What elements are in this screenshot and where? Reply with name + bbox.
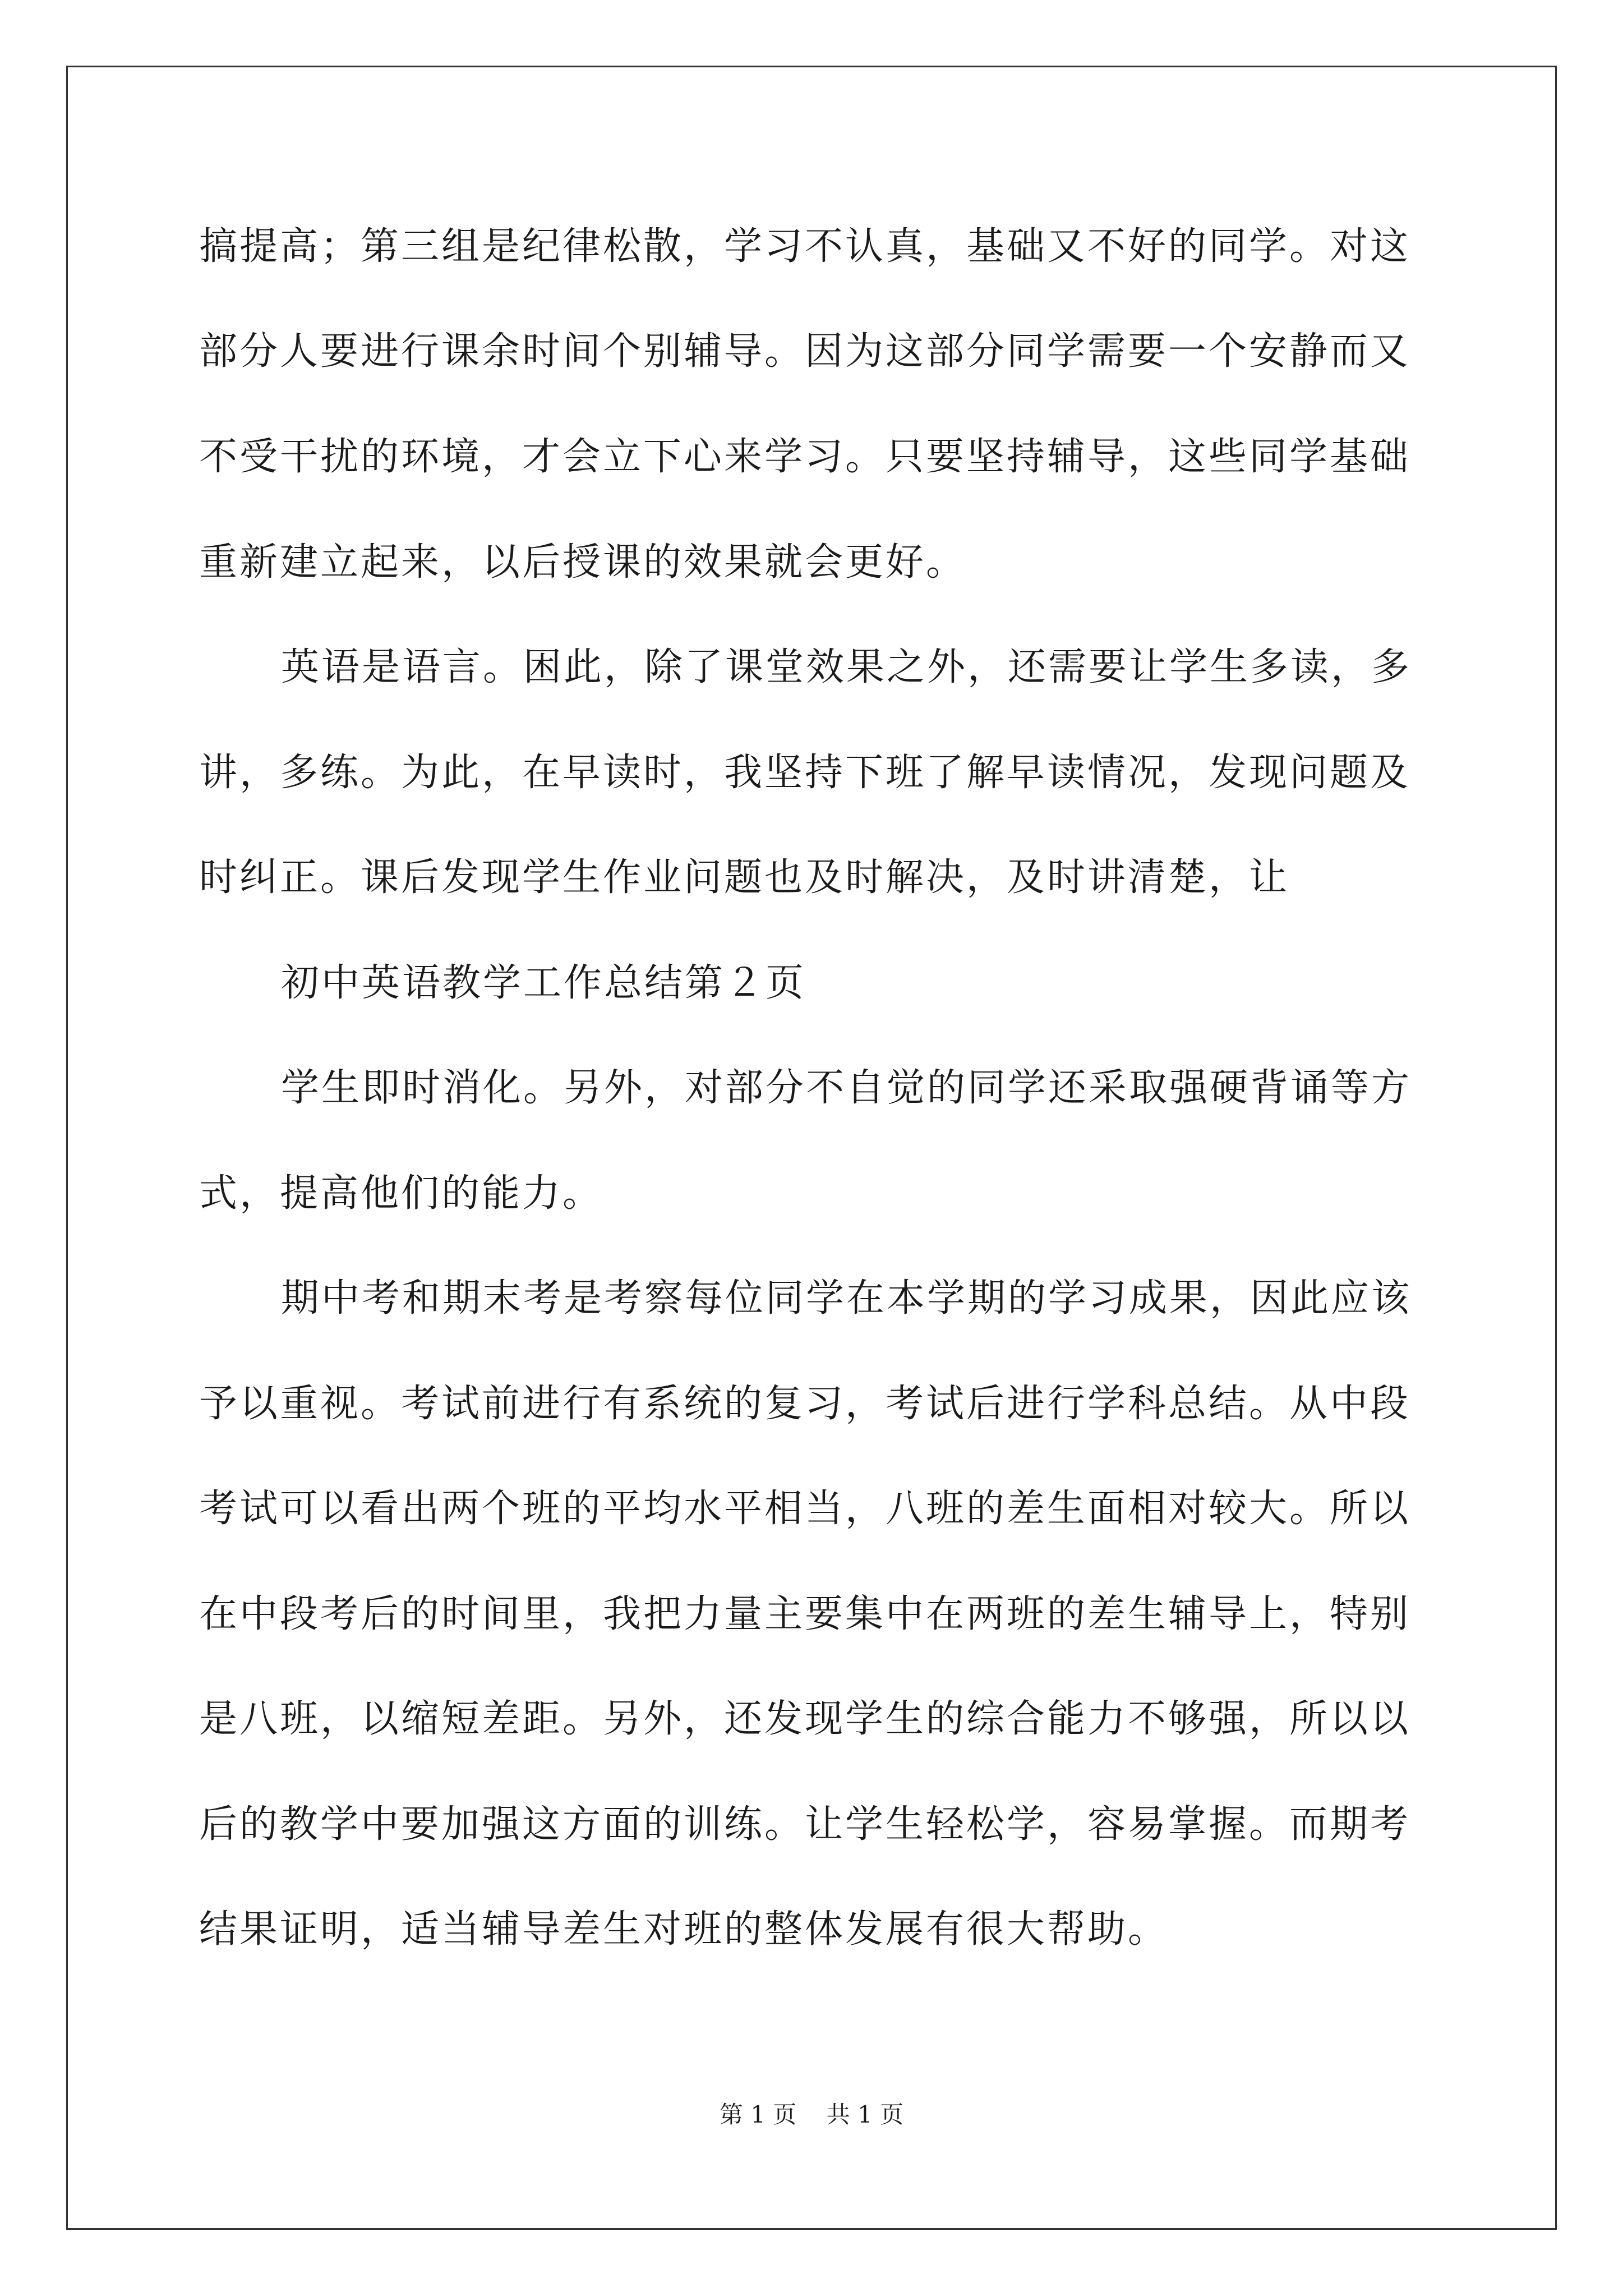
text-line: 是八班，以缩短差距。另外，还发现学生的综合能力不够强，所以以: [199, 1697, 1411, 1741]
text-line: 后的教学中要加强这方面的训练。让学生轻松学，容易掌握。而期考: [199, 1802, 1411, 1847]
text-line: 搞提高；第三组是纪律松散，学习不认真，基础又不好的同学。对这: [199, 224, 1411, 269]
text-line: 在中段考后的时间里，我把力量主要集中在两班的差生辅导上，特别: [199, 1592, 1411, 1636]
text-line: 式，提高他们的能力。: [199, 1171, 603, 1216]
paragraph-start-line: 学生即时消化。另外，对部分不自觉的同学还采取强硬背诵等方: [281, 1066, 1412, 1110]
text-line: 结果证明，适当辅导差生对班的整体发展有很大帮助。: [199, 1907, 1169, 1952]
text-line: 时纠正。课后发现学生作业问题也及时解决，及时讲清楚，让: [199, 855, 1290, 900]
page-footer: 第 1 页 共 1 页: [719, 2101, 904, 2128]
text-line: 讲，多练。为此，在早读时，我坚持下班了解早读情况，发现问题及: [199, 751, 1411, 795]
text-line: 重新建立起来，以后授课的效果就会更好。: [199, 540, 967, 585]
text-line: 不受干扰的环境，才会立下心来学习。只要坚持辅导，这些同学基础: [199, 435, 1411, 479]
text-line: 考试可以看出两个班的平均水平相当，八班的差生面相对较大。所以: [199, 1487, 1411, 1531]
text-line: 部分人要进行课余时间个别辅导。因为这部分同学需要一个安静而又: [199, 329, 1411, 374]
paragraph-start-line: 期中考和期末考是考察每位同学在本学期的学习成果，因此应该: [281, 1276, 1412, 1320]
page-continuation-heading: 初中英语教学工作总结第２页: [281, 961, 806, 1005]
paragraph-start-line: 英语是语言。困此，除了课堂效果之外，还需要让学生多读，多: [281, 645, 1412, 689]
text-line: 予以重视。考试前进行有系统的复习，考试后进行学科总结。从中段: [199, 1382, 1411, 1426]
